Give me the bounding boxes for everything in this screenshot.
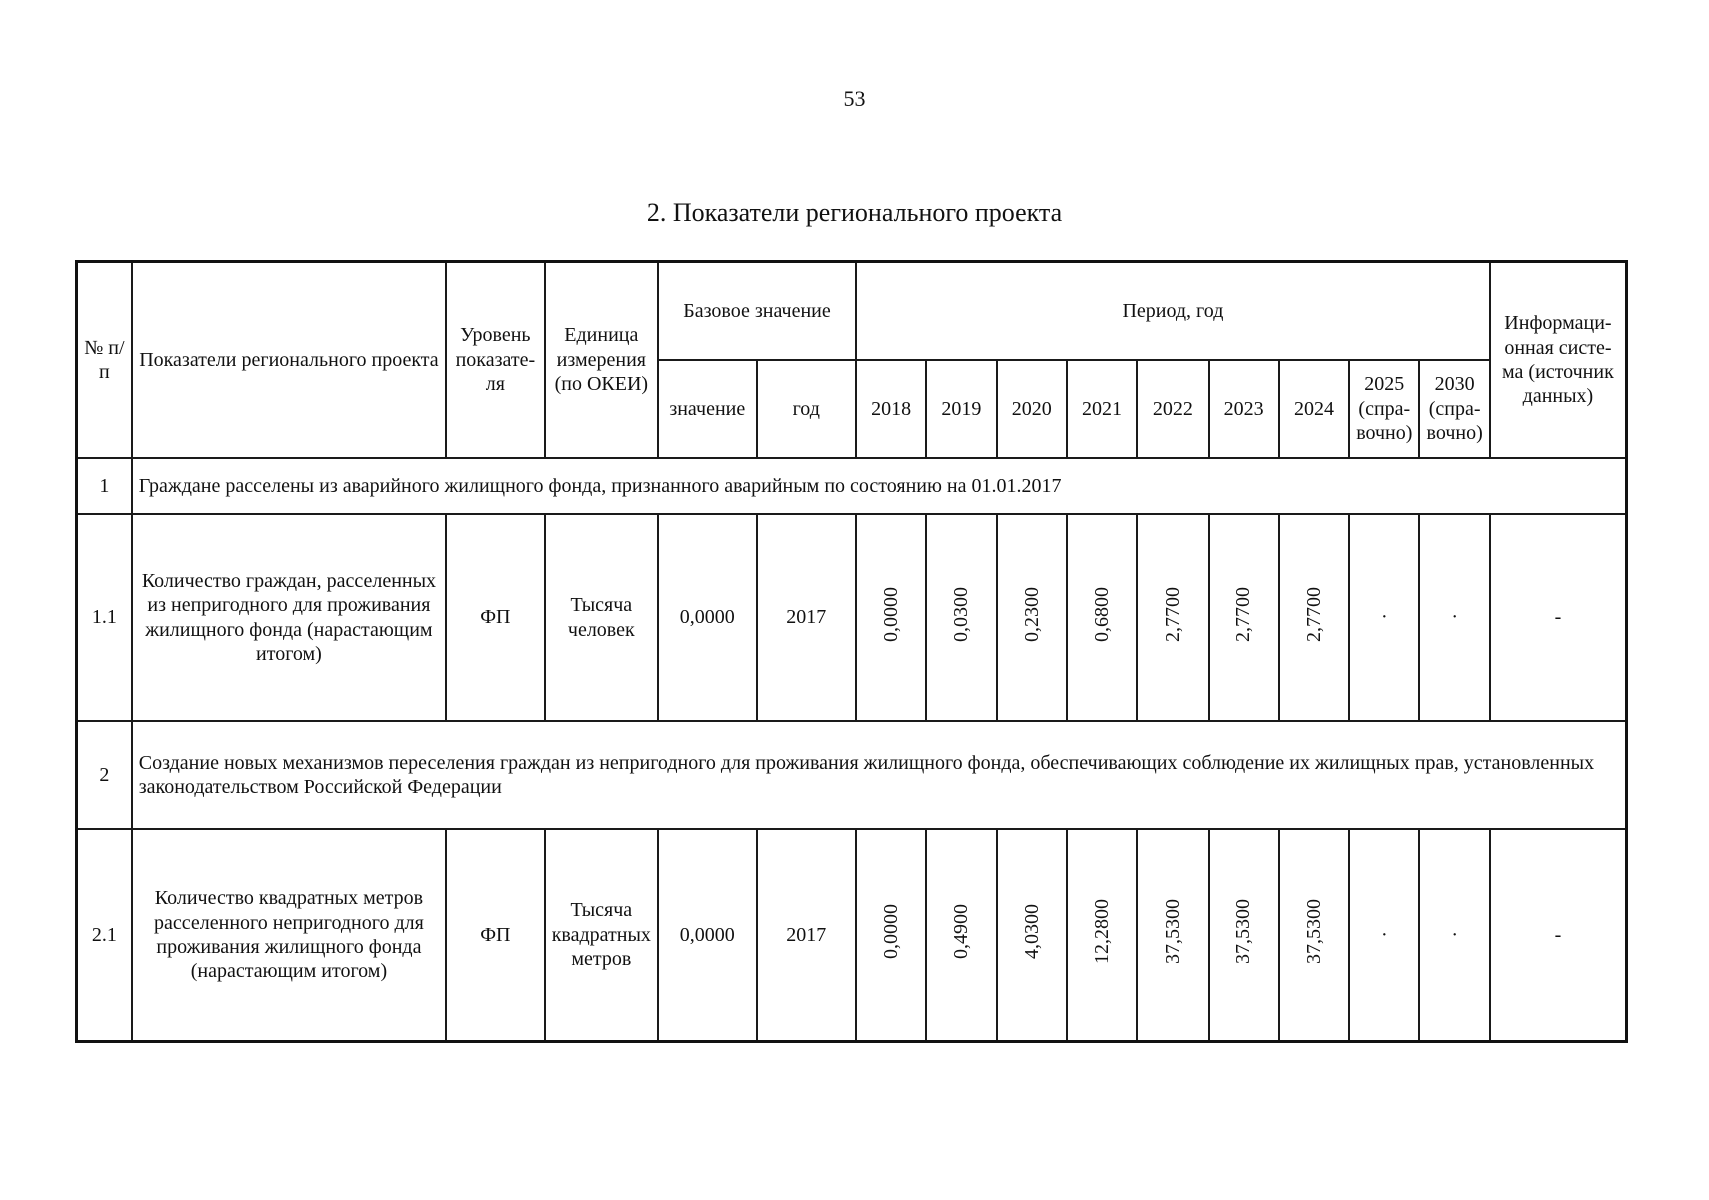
row-value-cell xyxy=(1137,829,1208,1042)
row-value-cell xyxy=(1209,829,1279,1042)
row-base-value: 0,0000 xyxy=(658,829,756,1042)
row-value-cell xyxy=(856,514,926,721)
header-year: 2018 xyxy=(856,360,926,458)
header-year: 2025 (спра-вочно) xyxy=(1349,360,1419,458)
row-value: 2,7700 xyxy=(1161,586,1184,642)
header-year: 2021 xyxy=(1067,360,1137,458)
row-value-cell xyxy=(1419,829,1489,1042)
row-value: 0,2300 xyxy=(1020,586,1043,642)
row-value-cell xyxy=(997,514,1067,721)
row-value: · xyxy=(1451,606,1458,629)
row-value: · xyxy=(1380,606,1388,629)
group-title: Граждане расселены из аварийного жилищного фонда, признанного аварийным по состоянию на 01.01.2017 xyxy=(132,458,1627,514)
row-value-cell xyxy=(1067,514,1137,721)
row-value-cell xyxy=(1279,514,1349,721)
row-level: ФП xyxy=(446,514,544,721)
row-value: 0,0000 xyxy=(879,586,902,642)
row-value: 2,7700 xyxy=(1232,586,1255,642)
row-unit: Тысяча человек xyxy=(545,514,659,721)
row-indicator: Количество квадратных метров расселенного непригодного для проживания жилищного фонда (нарастающим итогом) xyxy=(132,829,446,1042)
row-num: 2.1 xyxy=(77,829,132,1042)
row-base-year: 2017 xyxy=(757,514,856,721)
header-year: 2020 xyxy=(997,360,1067,458)
header-base-value: значение xyxy=(658,360,756,458)
row-value: 37,5300 xyxy=(1232,899,1255,965)
group-num: 1 xyxy=(77,458,132,514)
row-value-cell xyxy=(1419,514,1489,721)
row-value: 4,0300 xyxy=(1020,904,1043,960)
indicators-table xyxy=(75,260,1628,1043)
header-row-top xyxy=(77,262,1627,361)
header-unit: Единица измерения (по ОКЕИ) xyxy=(545,262,659,459)
row-base-year: 2017 xyxy=(757,829,856,1042)
header-num: № п/п xyxy=(77,262,132,459)
group-num: 2 xyxy=(77,721,132,829)
row-value-cell xyxy=(997,829,1067,1042)
row-info-system: - xyxy=(1490,829,1627,1042)
header-indicator: Показатели регионального проекта xyxy=(132,262,446,459)
header-base-year: год xyxy=(757,360,856,458)
row-value-cell xyxy=(1349,514,1419,721)
header-year: 2030 (спра-вочно) xyxy=(1419,360,1489,458)
row-unit: Тысяча квадратных метров xyxy=(545,829,659,1042)
row-level: ФП xyxy=(446,829,544,1042)
header-year: 2024 xyxy=(1279,360,1349,458)
row-value: 12,2800 xyxy=(1090,899,1113,965)
section-title: 2. Показатели регионального проекта xyxy=(646,198,1063,227)
table-row xyxy=(77,829,1627,1042)
header-level: Уровень показате-ля xyxy=(446,262,544,459)
header-period: Период, год xyxy=(856,262,1490,361)
row-value: 0,0300 xyxy=(950,586,973,642)
row-value-cell xyxy=(926,829,996,1042)
header-base: Базовое значение xyxy=(658,262,856,361)
row-indicator: Количество граждан, расселенных из непригодного для проживания жилищного фонда (нарастающим итогом) xyxy=(132,514,446,721)
row-value-cell xyxy=(1349,829,1419,1042)
row-value: 37,5300 xyxy=(1161,899,1184,965)
row-num: 1.1 xyxy=(77,514,132,721)
row-value-cell xyxy=(926,514,996,721)
row-value: · xyxy=(1380,923,1388,946)
group-title: Создание новых механизмов переселения граждан из непригодного для проживания жилищного фонда, обеспечивающих соблюдение их жилищных прав, установленных законодательством Российской Федерации xyxy=(132,721,1627,829)
header-year: 2022 xyxy=(1137,360,1208,458)
row-value: 2,7700 xyxy=(1302,586,1325,642)
row-value: 37,5300 xyxy=(1302,899,1325,965)
row-value-cell xyxy=(1067,829,1137,1042)
row-value: 0,6800 xyxy=(1090,586,1113,642)
page-number: 53 xyxy=(843,86,866,111)
header-year: 2019 xyxy=(926,360,996,458)
row-value-cell xyxy=(1137,514,1208,721)
row-value: 0,0000 xyxy=(879,904,902,960)
row-value: · xyxy=(1451,923,1458,946)
header-info-system: Информаци-онная систе-ма (источник данных) xyxy=(1490,262,1627,459)
row-value-cell xyxy=(1209,514,1279,721)
header-year: 2023 xyxy=(1209,360,1279,458)
row-value-cell xyxy=(1279,829,1349,1042)
row-base-value: 0,0000 xyxy=(658,514,756,721)
row-value: 0,4900 xyxy=(950,904,973,960)
row-info-system: - xyxy=(1490,514,1627,721)
row-value-cell xyxy=(856,829,926,1042)
group-row xyxy=(77,721,1627,829)
group-row xyxy=(77,458,1627,514)
table-row xyxy=(77,514,1627,721)
